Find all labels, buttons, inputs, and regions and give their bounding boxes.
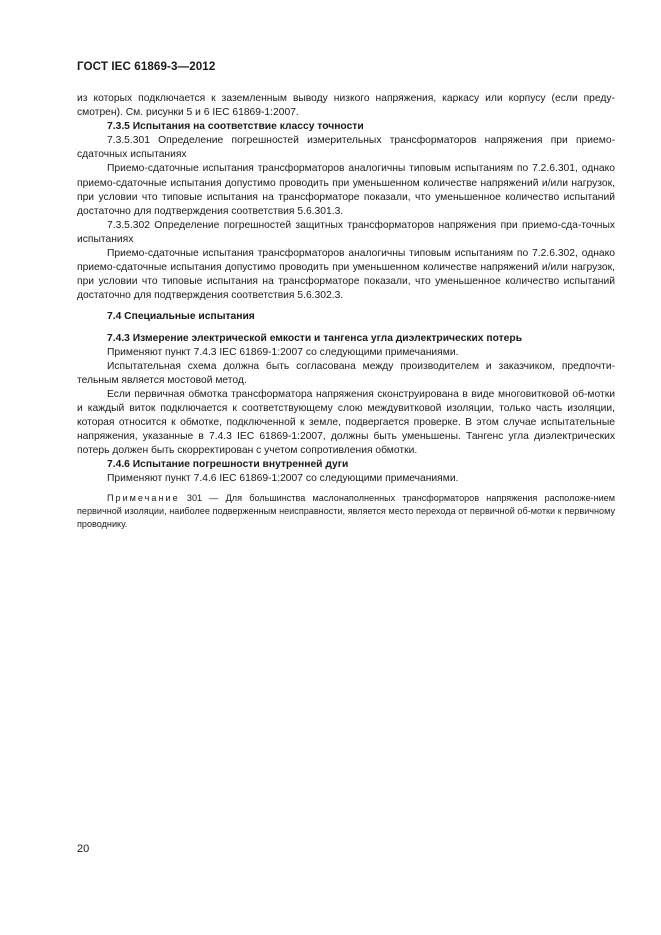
subsection-heading-7-3-5-301: 7.3.5.301 Определение погрешностей измерительных трансформаторов напряжения при приемо-сдаточных испытаниях: [77, 135, 615, 161]
paragraph-continuation: из которых подключается к заземленным выводу низкого напряжения, каркасу или корпусу (если преду-смотрен). См. рисунки 5 и 6 IEC 61869-1:2007.: [77, 93, 615, 119]
document-body: [77, 92, 615, 531]
paragraph: Применяют пункт 7.4.3 IEC 61869-1:2007 со следующими примечаниями.: [107, 346, 459, 358]
section-heading-7-4-6: 7.4.6 Испытание погрешности внутренней дуги: [107, 459, 349, 471]
paragraph: Приемо-сдаточные испытания трансформаторов аналогичны типовым испытаниям по 7.2.6.302, однако приемо-сдаточные испытания допустимо проводить при уменьшенном количестве напряжений и/или нагрузок, при условии что типовые испытания на трансформаторе показали, что уменьшенное количество испытаний достаточно для подтверждения соответствия 5.6.302.3.: [77, 248, 615, 302]
document-header: ГОСТ IEC 61869-3—2012: [77, 60, 216, 73]
note: [77, 492, 615, 531]
section-heading-7-4-3: 7.4.3 Измерение электрической емкости и тангенса угла диэлектрических потерь: [107, 332, 523, 344]
section-heading-7-3-5: 7.3.5 Испытания на соответствие классу точности: [107, 121, 364, 133]
subsection-heading-7-3-5-302: 7.3.5.302 Определение погрешностей защитных трансформаторов напряжения при приемо-сда-точных испытаниях: [77, 219, 615, 245]
paragraph: Приемо-сдаточные испытания трансформаторов аналогичны типовым испытаниям по 7.2.6.301, однако приемо-сдаточные испытания допустимо проводить при уменьшенном количестве напряжений и/или нагрузок, при условии что типовые испытания на трансформаторе показали, что уменьшенное количество испытаний достаточно для подтверждения соответствия 5.6.301.3.: [77, 163, 615, 217]
paragraph: Применяют пункт 7.4.6 IEC 61869-1:2007 со следующими примечаниями.: [107, 473, 459, 485]
page-number: 20: [77, 843, 90, 855]
note-text: 301 — Для большинства маслонаполненных трансформаторов напряжения расположе-нием первичной изоляции, наиболее подверженным неисправности, является место перехода от первичной об-мотки к первичному проводнику.: [77, 492, 615, 529]
note-label: Примечание: [107, 492, 180, 503]
paragraph: Если первичная обмотка трансформатора напряжения сконструирована в виде многовитковой об-мотки и каждый виток подключается к соответствующему слою междувитковой изоляции, только часть изоляции, которая относится к обмотке, подключенной к земле, подвергается проверке. В этом случае испытательные напряжения, указанные в 7.4.3 IEC 61869-1:2007, должны быть уменьшены. Тангенс угла диэлектрических потерь должен быть скорректирован с учетом сопротивления обмотки.: [77, 388, 615, 457]
section-heading-7-4: 7.4 Специальные испытания: [107, 311, 255, 323]
paragraph: Испытательная схема должна быть согласована между производителем и заказчиком, предпочти-тельным является мостовой метод.: [77, 360, 615, 386]
